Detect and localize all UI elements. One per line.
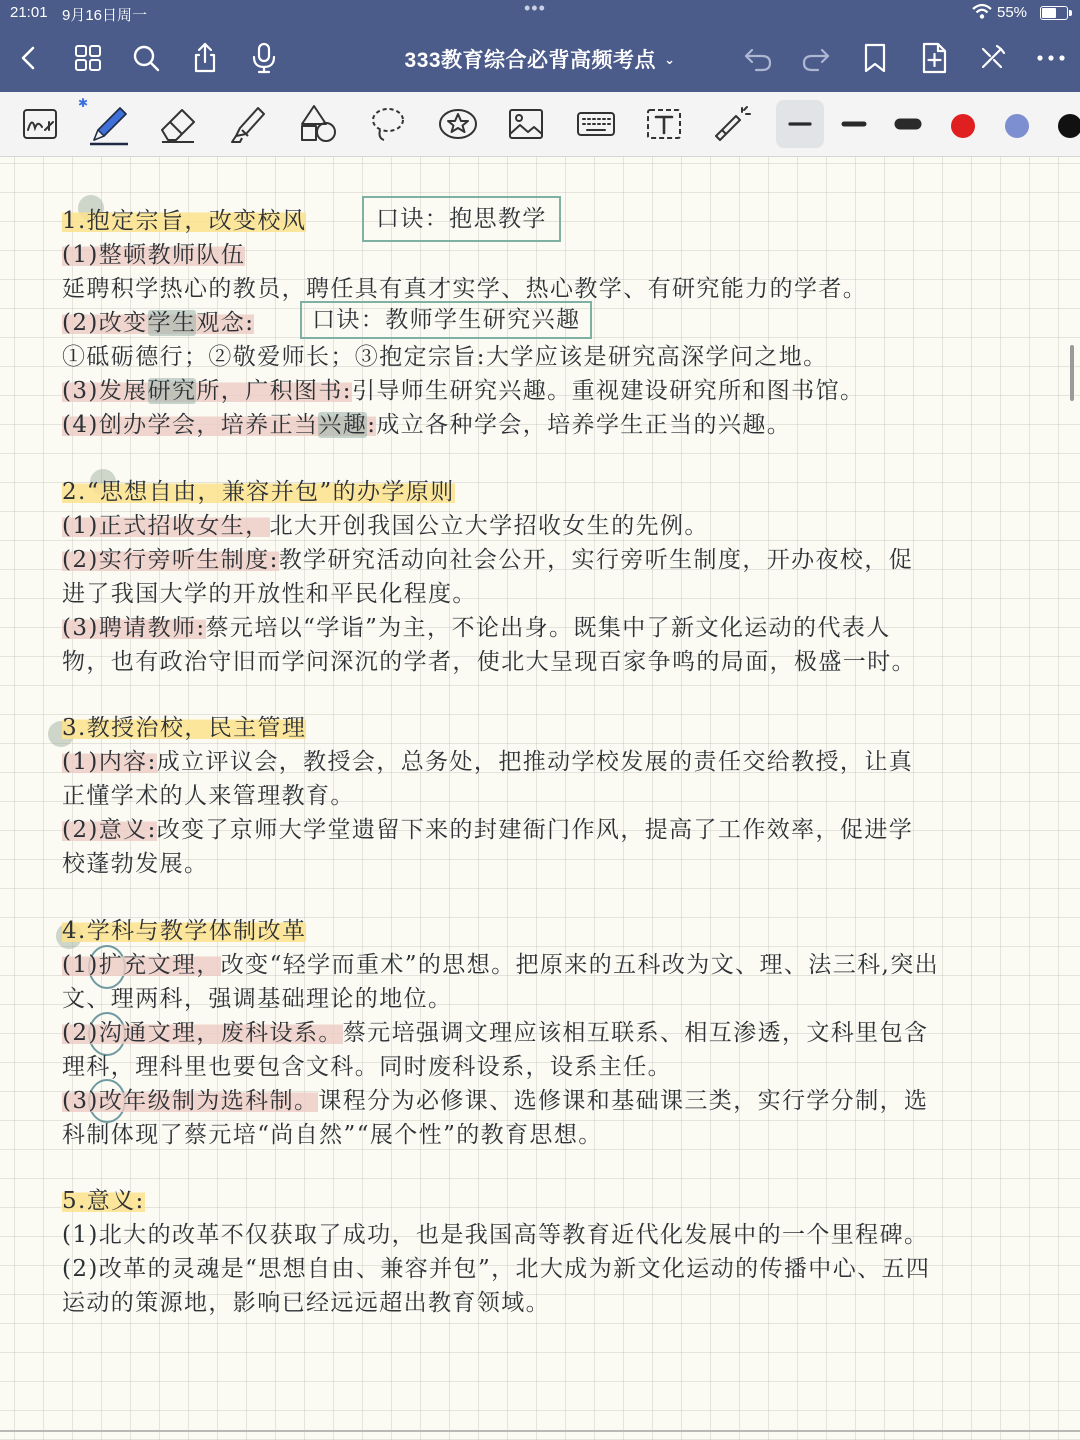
color-swatch-black[interactable] [1058,114,1080,138]
highlighter-tool-icon[interactable] [224,100,272,148]
grid-view-icon[interactable] [70,40,106,76]
section-2-point-3-line-2: 物，也有政治守旧而学问深沉的学者，使北大呈现百家争鸣的局面，极盛一时。 [62,649,916,675]
battery-icon [1040,6,1068,20]
section-3-point-2-line-2: 校蓬勃发展。 [62,851,209,877]
section-4-point-3-line-1: (3)改年级制为选科制。课程分为必修课、选修课和基础课三类，实行学分制，选 [62,1088,929,1114]
add-page-icon[interactable] [916,40,952,76]
section-3-point-1-line-2: 正懂学术的人来管理教育。 [62,783,355,809]
section-1-point-2-text: ①砥砺德行；②敬爱师长；③抱定宗旨:大学应该是研究高深学问之地。 [62,344,828,370]
note-page[interactable] [0,157,1080,1440]
section-4-title: 4.学科与教学体制改革 [62,918,307,944]
color-swatch-red[interactable] [951,114,975,138]
section-2-point-2-line-1: (2)实行旁听生制度:教学研究活动向社会公开，实行旁听生制度，开办夜校，促 [62,547,914,573]
undo-icon[interactable] [740,40,776,76]
back-button[interactable] [12,40,48,76]
status-time: 21:01 [10,4,48,21]
stroke-size-thick[interactable] [884,100,932,148]
section-4-point-1-line-2: 文、理两科，强调基础理论的地位。 [62,986,453,1012]
section-4-point-1-line-1: (1)扩充文理，改变“轻学而重术”的思想。把原来的五科改为文、理、法三科,突出 [62,952,940,978]
battery-percent: 55% [997,4,1028,21]
multitasking-dots[interactable]: ••• [524,0,546,18]
section-1-title: 1.抱定宗旨，改变校风 [62,208,307,234]
microphone-icon[interactable] [246,40,282,76]
section-2-title: 2.“思想自由，兼容并包”的办学原则 [62,479,455,505]
image-tool-icon[interactable] [502,100,550,148]
section-1-point-2-mnemonic-box: 口诀：教师学生研究兴趣 [300,301,592,339]
top-bar [0,0,1080,92]
document-title: 333教育综合必背高频考点 [404,49,657,72]
section-1-point-4: (4)创办学会，培养正当兴趣:成立各种学会，培养学生正当的兴趣。 [62,412,792,438]
section-4-point-3-line-2: 科制体现了蔡元培“尚自然”“展个性”的教育思想。 [62,1122,603,1148]
handwriting-to-text-icon[interactable] [16,100,64,148]
section-2-point-2-line-2: 进了我国大学的开放性和平民化程度。 [62,581,477,607]
section-3-title: 3.教授治校，民主管理 [62,715,307,741]
section-1-point-1-heading: (1)整顿教师队伍 [62,242,246,268]
stroke-size-thin[interactable] [776,100,824,148]
document-title-dropdown[interactable] [360,44,720,74]
more-options-icon[interactable] [1033,40,1069,76]
section-2-point-3-line-1: (3)聘请教师:蔡元培以“学诣”为主，不论出身。既集中了新文化运动的代表人 [62,615,891,641]
search-icon[interactable] [128,40,164,76]
share-icon[interactable] [187,40,223,76]
page-bottom-edge [0,1430,1080,1432]
color-swatch-blue[interactable] [1005,114,1029,138]
bookmark-icon[interactable] [857,40,893,76]
section-4-point-2-line-2: 理科，理科里也要包含文科。同时废科设系，设系主任。 [62,1054,672,1080]
close-toolbar-icon[interactable] [974,40,1010,76]
status-date: 9月16日周一 [62,7,148,24]
section-3-point-1-line-1: (1)内容:成立评议会，教授会，总务处，把推动学校发展的责任交给教授，让真 [62,749,914,775]
section-5-point-2-line-2: 运动的策源地，影响已经远远超出教育领域。 [62,1290,550,1316]
redo-icon[interactable] [798,40,834,76]
keyboard-tool-icon[interactable] [572,100,620,148]
shape-tool-icon[interactable] [294,100,342,148]
eraser-tool-icon[interactable] [154,100,202,148]
sticker-tool-icon[interactable] [434,100,482,148]
section-1-mnemonic-box: 口诀：抱思教学 [362,196,561,242]
section-1-point-1-text: 延聘积学热心的教员，聘任具有真才实学、热心教学、有研究能力的学者。 [62,276,868,302]
text-box-tool-icon[interactable] [640,100,688,148]
lasso-tool-icon[interactable] [364,100,412,148]
scroll-indicator[interactable] [1070,345,1074,401]
section-1-point-2-heading: (2)改变学生观念: [62,310,255,336]
stroke-size-medium[interactable] [830,100,878,148]
wifi-icon [972,3,992,19]
section-5-point-2-line-1: (2)改革的灵魂是“思想自由、兼容并包”，北大成为新文化运动的传播中心、五四 [62,1256,931,1282]
chevron-down-icon: ⌄ [664,52,676,67]
bluetooth-icon: ✱ [78,96,89,110]
section-4-point-2-line-1: (2)沟通文理，废科设系。蔡元培强调文理应该相互联系、相互渗透，文科里包含 [62,1020,929,1046]
pen-tool-icon[interactable] [84,100,132,148]
section-1-point-3: (3)发展研究所，广积图书:引导师生研究兴趣。重视建设研究所和图书馆。 [62,378,865,404]
section-5-title: 5.意义: [62,1188,145,1214]
section-5-point-1: (1)北大的改革不仅获取了成功，也是我国高等教育近代化发展中的一个里程碑。 [62,1222,929,1248]
section-2-point-1: (1)正式招收女生，北大开创我国公立大学招收女生的先例。 [62,513,709,539]
laser-pointer-icon[interactable] [708,100,756,148]
drawing-toolbar [0,92,1080,157]
section-3-point-2-line-1: (2)意义:改变了京师大学堂遗留下来的封建衙门作风，提高了工作效率，促进学 [62,817,914,843]
